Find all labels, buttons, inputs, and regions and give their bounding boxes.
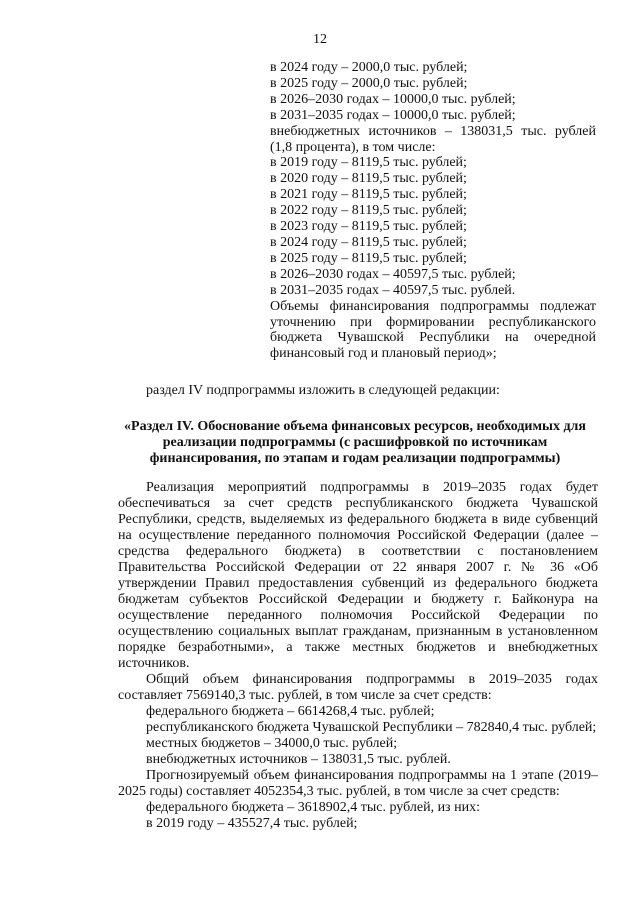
paragraph: Реализация мероприятий подпрограммы в 2019–2035 годах будет обеспечиваться за счет средств республиканского бюджета Чувашской Республики, средств, выделяемых из федерального бюджета в виде субвенций на осуществление переданного полномочия Российской Федерации (далее – средства федерального бюджета) в соответствии с постановлением Правительства Российской Федерации от 22 января 2007 г. № 36 «Об утверждении Правил предоставления субвенций из федерального бюджета бюджетам субъектов Российской Федерации и бюджету г. Байконура на осуществление переданного полномочия Российской Федерации по осуществлению социальных выплат гражданам, признанным в установленном порядке безработными», а также местных бюджетов и внебюджетных источников. <box>118 480 598 671</box>
extrabudget-line: в 2025 году – 8119,5 тыс. рублей; <box>270 250 467 266</box>
paragraph: Прогнозируемый объем финансирования подпрограммы на 1 этапе (2019–2025 годы) составляет 4052354,3 тыс. рублей, в том числе за счет средств: <box>118 768 598 799</box>
indented-funding-block <box>270 60 596 362</box>
extrabudget-line: в 2031–2035 годах – 40597,5 тыс. рублей. <box>270 282 516 298</box>
volumes-note: Объемы финансирования подпрограммы подлежат уточнению при формировании республиканского бюджета Чувашской Республики на очередной финансовый год и плановый период»; <box>270 298 596 362</box>
funding-line: в 2019 году – 435527,4 тыс. рублей; <box>146 816 358 831</box>
section-instruction: раздел IV подпрограммы изложить в следующей редакции: <box>146 383 500 398</box>
funding-line: внебюджетных источников – 138031,5 тыс. рублей. <box>146 752 451 767</box>
paragraph: Общий объем финансирования подпрограммы в 2019–2035 годах составляет 7569140,3 тыс. рублей, в том числе за счет средств: <box>118 672 598 703</box>
body-text <box>118 480 598 832</box>
funding-line: в 2026–2030 годах – 10000,0 тыс. рублей; <box>270 91 516 107</box>
funding-line: в 2024 году – 2000,0 тыс. рублей; <box>270 60 468 75</box>
extrabudget-intro: внебюджетных источников – 138031,5 тыс. рублей (1,8 процента), в том числе: <box>270 123 596 155</box>
page-number: 12 <box>313 32 327 47</box>
extrabudget-line: в 2024 году – 8119,5 тыс. рублей; <box>270 234 467 250</box>
extrabudget-line: в 2020 году – 8119,5 тыс. рублей; <box>270 171 467 187</box>
funding-line: местных бюджетов – 34000,0 тыс. рублей; <box>146 736 398 751</box>
funding-line: в 2025 году – 2000,0 тыс. рублей; <box>270 75 468 91</box>
extrabudget-line: в 2021 году – 8119,5 тыс. рублей; <box>270 187 467 203</box>
extrabudget-line: в 2022 году – 8119,5 тыс. рублей; <box>270 203 467 219</box>
extrabudget-line: в 2023 году – 8119,5 тыс. рублей; <box>270 219 467 235</box>
section-heading: «Раздел IV. Обоснование объема финансовых ресурсов, необходимых для реализации подпрограммы (с расшифровкой по источникам финансирования, по этапам и годам реализации подпрограммы) <box>124 419 586 466</box>
funding-line: республиканского бюджета Чувашской Республики – 782840,4 тыс. рублей; <box>146 720 597 735</box>
funding-line: федерального бюджета – 3618902,4 тыс. рублей, из них: <box>146 800 480 815</box>
extrabudget-line: в 2026–2030 годах – 40597,5 тыс. рублей; <box>270 266 516 282</box>
funding-line: федерального бюджета – 6614268,4 тыс. рублей; <box>146 704 435 719</box>
extrabudget-line: в 2019 году – 8119,5 тыс. рублей; <box>270 155 467 171</box>
funding-line: в 2031–2035 годах – 10000,0 тыс. рублей; <box>270 107 516 123</box>
